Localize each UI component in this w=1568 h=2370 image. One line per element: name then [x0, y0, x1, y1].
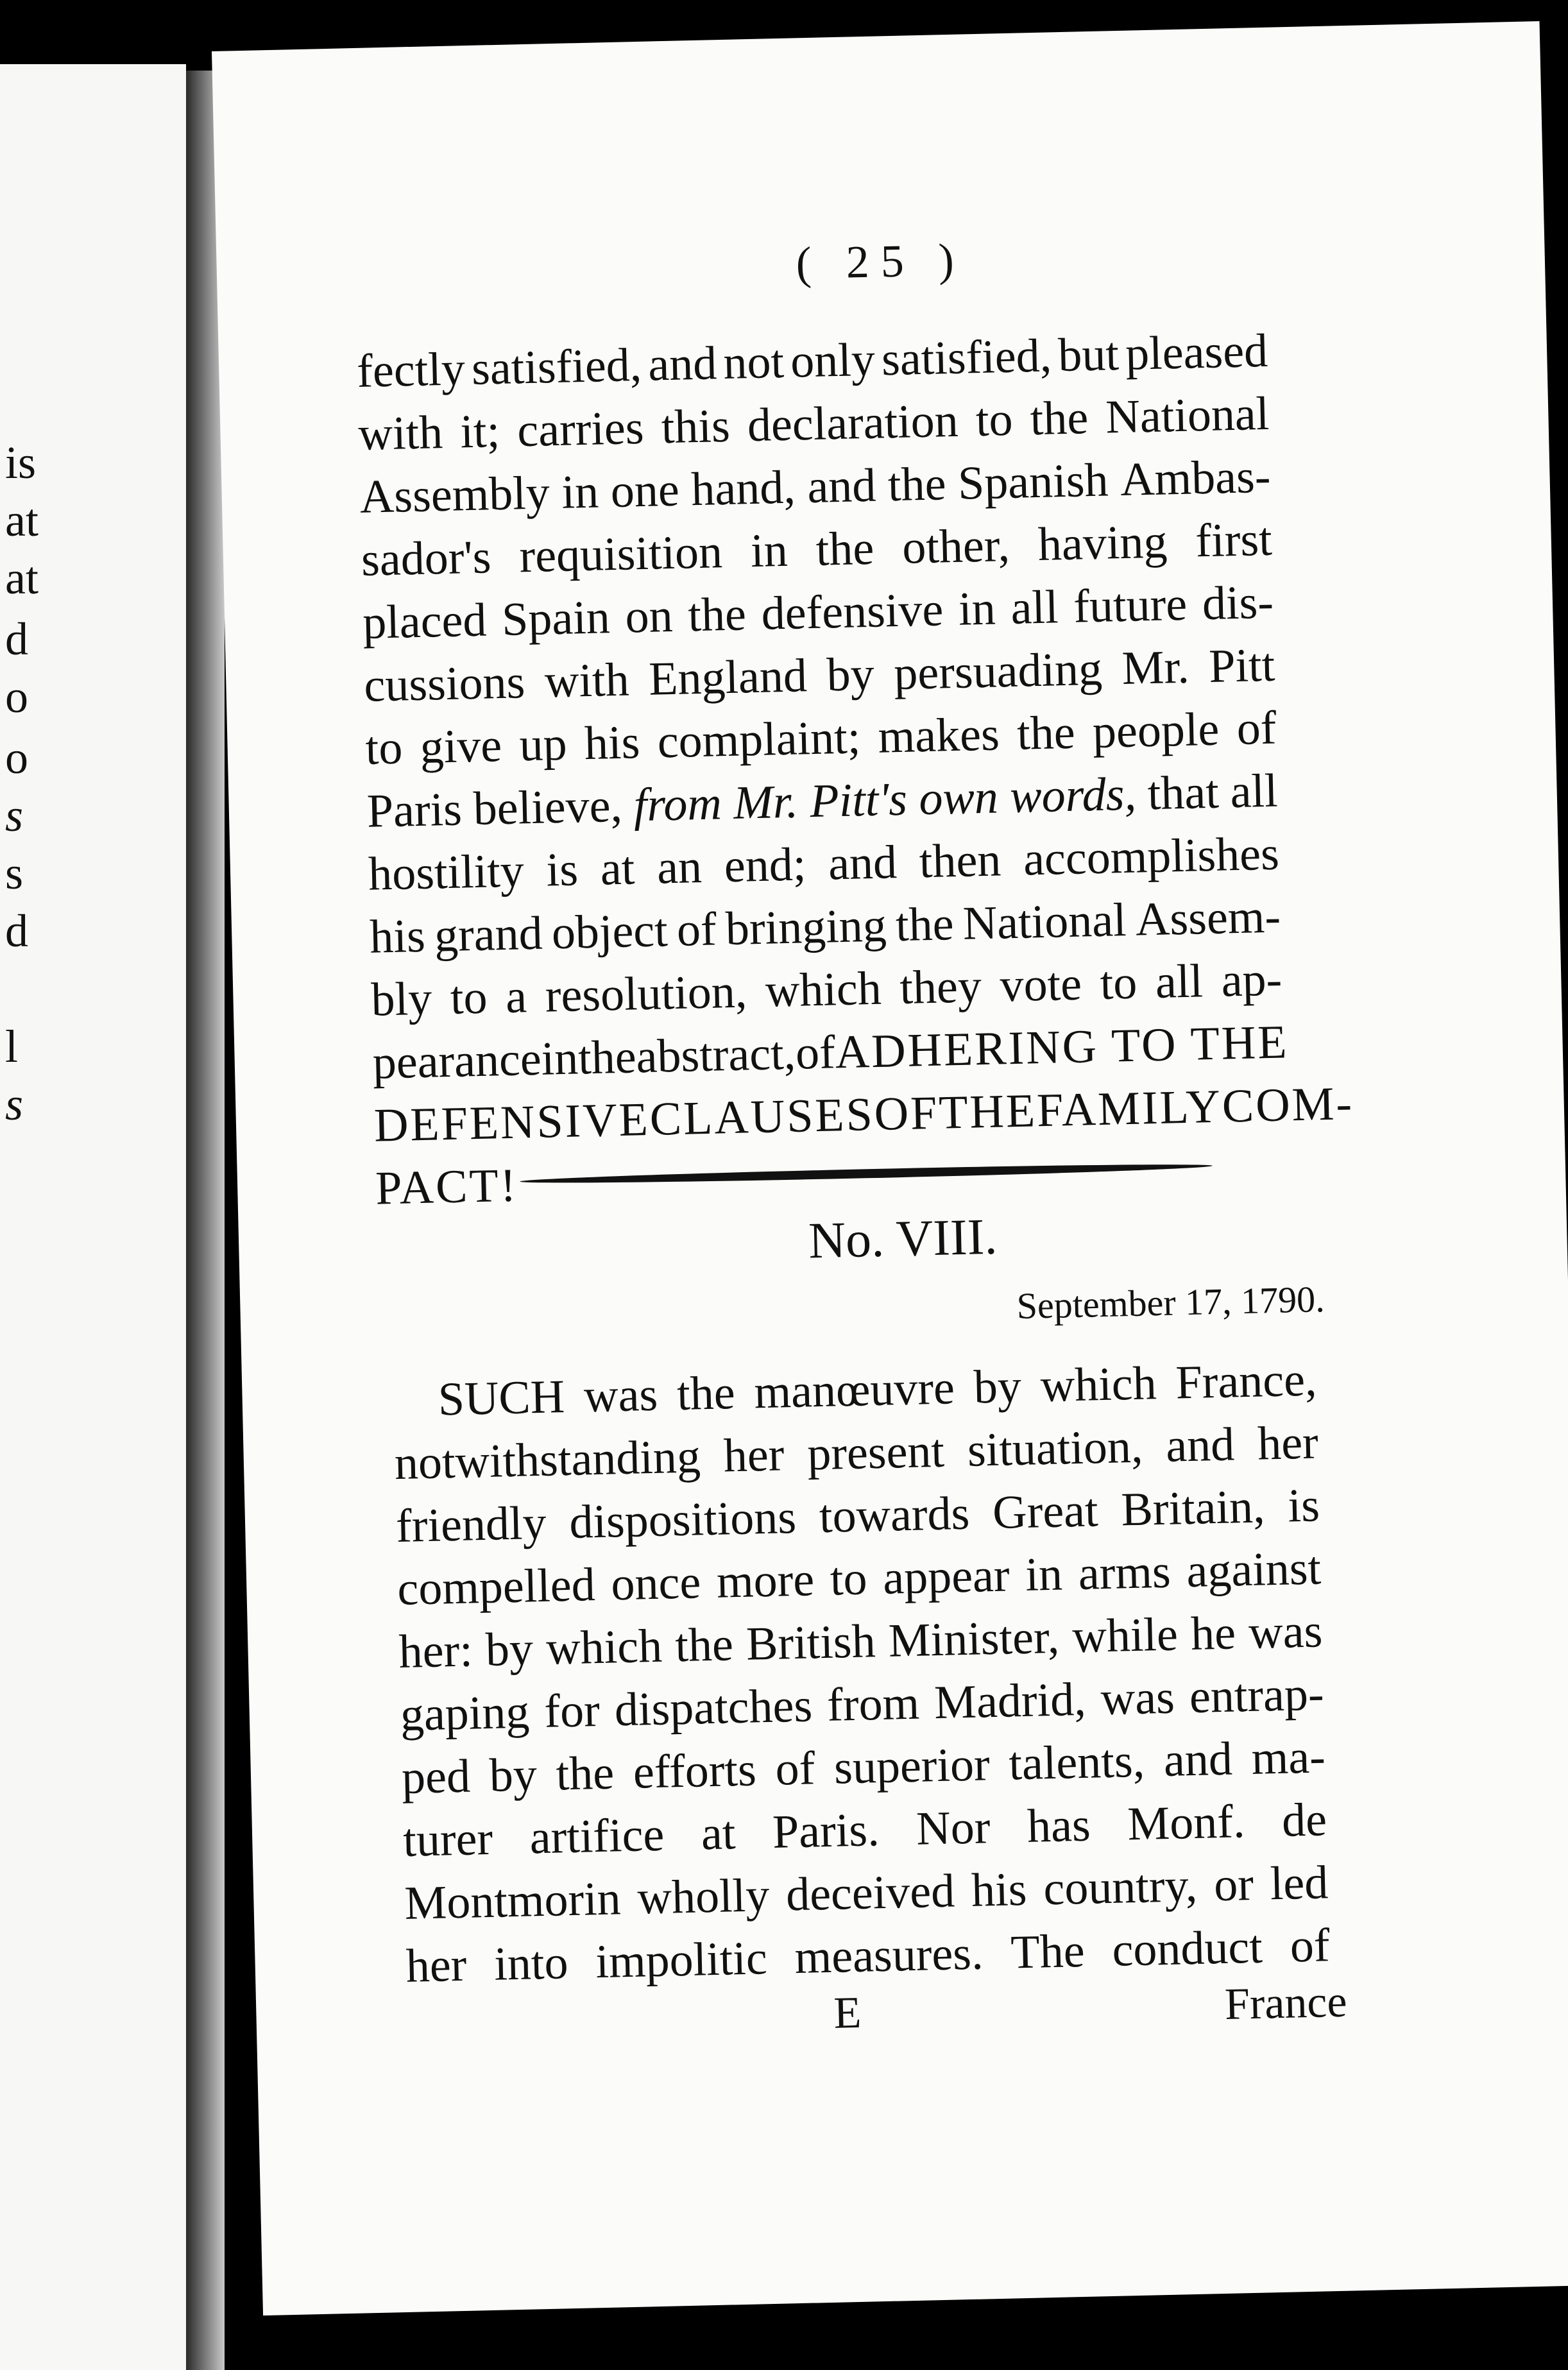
signature-mark: E	[833, 1988, 862, 2038]
word: all	[1155, 955, 1204, 1009]
word: which	[764, 962, 882, 1018]
word: which	[1039, 1357, 1157, 1413]
word: and	[647, 337, 718, 391]
word: declaration	[747, 394, 959, 452]
word: of	[774, 1742, 816, 1796]
word: people	[1092, 703, 1220, 759]
word: artifice	[529, 1808, 665, 1864]
word: bly	[370, 972, 433, 1027]
word: friendly	[395, 1496, 547, 1553]
small-caps-phrase: ADHERING TO THE	[834, 1016, 1290, 1079]
word: satisfied,	[881, 329, 1053, 386]
word: sador's	[361, 531, 492, 586]
word: fectly	[356, 343, 466, 398]
word: in	[561, 465, 599, 519]
word: makes	[877, 708, 1000, 763]
word: DEFENSIVE	[373, 1093, 651, 1152]
word: for	[543, 1684, 601, 1738]
word: up	[518, 717, 568, 772]
word: it;	[459, 404, 501, 459]
word: her:	[398, 1624, 473, 1679]
word: CLAUSES	[649, 1088, 875, 1146]
word: one	[609, 463, 680, 518]
word: by	[973, 1360, 1022, 1414]
word: dis-	[1201, 575, 1274, 631]
word: Mr.	[1121, 640, 1190, 695]
left-page-fragment: d	[5, 613, 28, 665]
left-page-fragment: at	[5, 495, 38, 546]
word: persuading	[893, 642, 1103, 701]
word: first	[1195, 513, 1273, 568]
word: placed	[362, 593, 488, 649]
word: his	[584, 716, 641, 771]
word: satisfied,	[471, 338, 643, 395]
word: into	[493, 1936, 569, 1991]
word: his	[369, 909, 426, 964]
word: by	[485, 1623, 534, 1676]
word: the	[555, 1746, 615, 1801]
word: the	[674, 1618, 734, 1673]
left-page-fragment: d	[5, 905, 28, 957]
word: and	[806, 459, 877, 514]
word: Paris.	[772, 1803, 880, 1859]
word: end;	[723, 838, 807, 893]
word: COM-	[1221, 1077, 1354, 1133]
word: Ambas-	[1120, 450, 1272, 507]
word: the	[1016, 706, 1076, 760]
word: the	[895, 898, 955, 952]
word: they	[899, 960, 982, 1015]
word: the	[887, 457, 947, 512]
word: cussions	[363, 656, 526, 712]
word: the	[577, 1030, 637, 1085]
word: other,	[901, 518, 1010, 574]
word: efforts	[633, 1743, 757, 1799]
word: having	[1037, 515, 1168, 571]
word: measures.	[794, 1927, 984, 1984]
word: was	[1248, 1605, 1324, 1659]
word: impolitic	[595, 1932, 768, 1989]
word: PACT!	[375, 1159, 519, 1215]
left-page-fragment: at	[5, 552, 38, 604]
word: Britain,	[1120, 1480, 1266, 1537]
word: ped	[401, 1750, 471, 1804]
word: Montmorin	[404, 1872, 622, 1930]
word: from	[826, 1676, 921, 1732]
left-page-fragment: o	[5, 732, 28, 783]
word: pearance	[371, 1032, 542, 1089]
word: Assembly	[359, 466, 550, 524]
word: with	[357, 405, 444, 461]
word: abstract,	[635, 1027, 797, 1084]
word: to	[975, 393, 1014, 447]
word: object	[550, 904, 669, 960]
word: National	[962, 894, 1127, 950]
word: of	[1289, 1919, 1331, 1973]
word: carries	[516, 401, 645, 457]
word: deceived	[785, 1864, 955, 1922]
left-page-edge	[0, 64, 186, 2370]
word: that	[1146, 765, 1220, 821]
word: towards	[819, 1487, 971, 1544]
word: Pitt	[1208, 638, 1276, 693]
word: give	[419, 719, 503, 774]
section-heading: No. VIII.	[808, 1208, 998, 1270]
word: to	[829, 1552, 868, 1606]
word: FAMILY	[1036, 1080, 1223, 1138]
word: gaping	[399, 1685, 531, 1741]
word: accomplishes	[1023, 827, 1280, 886]
word: bringing	[725, 899, 887, 956]
word: and	[828, 836, 898, 891]
catchword: France	[1224, 1977, 1348, 2029]
word: has	[1027, 1798, 1091, 1853]
word: this	[660, 399, 731, 454]
word: pleased	[1125, 324, 1268, 380]
word: compelled	[396, 1558, 596, 1616]
word: and	[1163, 1732, 1233, 1787]
word: country,	[1043, 1859, 1198, 1916]
word: National	[1105, 387, 1270, 444]
word: notwithstanding	[394, 1430, 701, 1490]
word: his	[971, 1863, 1028, 1917]
word: once	[610, 1556, 702, 1611]
word: on	[624, 589, 674, 644]
word: her	[722, 1428, 785, 1483]
word: not	[722, 335, 785, 390]
dateline: September 17, 1790.	[1016, 1278, 1325, 1327]
left-page-fragment: l	[5, 1021, 19, 1072]
word: Great	[992, 1484, 1099, 1539]
word: manœuvre	[753, 1361, 955, 1419]
word: her	[405, 1938, 468, 1993]
word: The	[1010, 1924, 1086, 1979]
word: vote	[999, 957, 1082, 1012]
word: resolution,	[544, 965, 748, 1023]
page-number: ( 25 )	[795, 234, 966, 289]
word: OF	[873, 1086, 940, 1141]
word: Nor	[916, 1801, 991, 1855]
word: is	[545, 843, 579, 897]
word: or	[1213, 1857, 1254, 1912]
word: hand,	[690, 461, 796, 516]
word: SUCH	[437, 1370, 566, 1426]
left-page-fragment: o	[5, 671, 28, 722]
word: while	[1071, 1608, 1179, 1664]
word: then	[918, 833, 1002, 889]
word: of	[795, 1026, 836, 1080]
word: arms	[1077, 1545, 1172, 1600]
word: superior	[833, 1738, 991, 1795]
word: a	[505, 970, 527, 1023]
left-page-fragment: s	[5, 848, 24, 899]
word: to	[364, 721, 404, 775]
word: he	[1190, 1607, 1236, 1661]
left-page-fragment: is	[5, 437, 37, 488]
word: Assem-	[1134, 890, 1281, 946]
word: all	[1010, 581, 1059, 635]
word: in	[540, 1032, 579, 1086]
word: the	[815, 522, 875, 576]
word: talents,	[1008, 1734, 1145, 1791]
word: an	[656, 840, 703, 894]
word: Paris	[366, 783, 463, 838]
word: requisition	[518, 525, 723, 583]
word: grand	[434, 907, 543, 962]
word: Spanish	[957, 454, 1109, 510]
word: Madrid,	[933, 1673, 1087, 1730]
word: THE	[938, 1084, 1038, 1139]
word: by	[826, 647, 875, 702]
word: in	[1025, 1547, 1063, 1601]
word: Minister,	[887, 1610, 1061, 1667]
word: of	[676, 903, 717, 957]
word: was	[1100, 1671, 1175, 1726]
word: but	[1057, 328, 1120, 382]
word: dispositions	[568, 1490, 797, 1549]
word: situation,	[967, 1420, 1144, 1477]
left-page-fragment: s	[5, 790, 24, 841]
word: believe,	[472, 779, 623, 836]
word: Spain	[501, 591, 611, 646]
word: entrap-	[1189, 1667, 1325, 1724]
word: ma-	[1250, 1730, 1326, 1785]
word: British	[746, 1615, 876, 1671]
word: hostility	[368, 844, 525, 901]
word: the	[676, 1367, 736, 1421]
word: against	[1186, 1542, 1322, 1598]
word: her	[1257, 1416, 1319, 1471]
left-page-fragment: s	[5, 1078, 24, 1130]
book-gutter	[186, 71, 225, 2370]
paragraph-section-viii	[393, 1348, 1331, 1997]
word: complaint;	[656, 711, 862, 769]
word: wholly	[636, 1869, 771, 1925]
word: to	[1099, 956, 1138, 1010]
word: appear	[882, 1549, 1010, 1605]
word: dispatches	[613, 1679, 813, 1737]
word: which	[545, 1619, 663, 1675]
word: turer	[402, 1812, 493, 1867]
word: only	[790, 333, 876, 388]
paragraph-continued	[356, 320, 1354, 1220]
word: with	[544, 653, 630, 708]
word: England	[648, 649, 808, 706]
word: present	[806, 1424, 945, 1481]
word: ap-	[1220, 953, 1283, 1007]
word: to	[449, 971, 488, 1025]
word: was	[583, 1368, 659, 1423]
word: and	[1165, 1418, 1236, 1472]
word: is	[1287, 1479, 1320, 1533]
word: conduct	[1111, 1920, 1263, 1977]
word: more	[716, 1553, 815, 1608]
word: of	[1236, 701, 1277, 756]
word: by	[488, 1748, 538, 1802]
word: de	[1281, 1793, 1327, 1847]
word: in	[958, 582, 996, 636]
word: the	[687, 588, 747, 642]
word: defensive	[760, 583, 944, 640]
word: led	[1269, 1856, 1329, 1911]
word: at	[701, 1807, 737, 1861]
word: future	[1073, 577, 1188, 633]
word: Monf.	[1127, 1795, 1246, 1851]
right-page	[212, 21, 1568, 2315]
word: France,	[1175, 1353, 1318, 1410]
word: the	[1029, 391, 1089, 446]
word: all	[1229, 764, 1279, 819]
italic-quotation: from Mr. Pitt's own words,	[633, 767, 1137, 832]
word: at	[599, 842, 636, 896]
word: in	[750, 524, 788, 578]
